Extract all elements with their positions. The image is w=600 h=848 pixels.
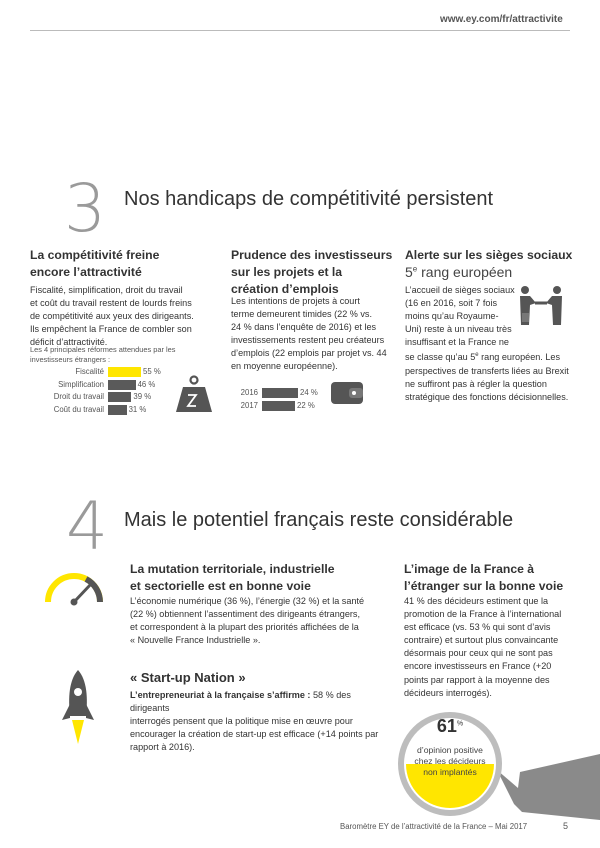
gauge-icon (42, 566, 106, 606)
competitivite-body (30, 284, 230, 349)
body-line: investissements restent peu créateurs (231, 335, 385, 346)
rank-text: rang européen (417, 264, 513, 280)
bar-value-label: 46 % (137, 379, 156, 389)
body-line: Les intentions de projets à court (231, 296, 360, 306)
body-line: points par rapport à la moyenne des (404, 674, 550, 685)
body-line: désormais pour ceux qui ne sont pas (404, 648, 553, 659)
header-rule (30, 30, 570, 31)
competitivite-heading (30, 247, 159, 281)
body-line: interrogés pensent que la politique mise en œuvre pour (130, 716, 353, 727)
body-line: Fiscalité, simplification, droit du travail (30, 285, 183, 295)
body-line: (16 en 2016, soit 7 fois (405, 298, 498, 309)
bar-label: Droit du travail (53, 392, 104, 401)
badge-label-line: d’opinion positive (417, 745, 483, 755)
badge-number: 61 (436, 716, 457, 736)
body-line: est efficace (vs. 53 % qui sont d’avis (404, 622, 551, 633)
projets-bar-chart (230, 387, 340, 412)
body-line: encourager la création de start-up est efficace (+14 points par (130, 729, 379, 740)
badge-label-line: non implantés (423, 767, 477, 777)
body-fragment: 58 % des dirigeants (130, 690, 351, 714)
body-line: Uni) reste à un niveau très (405, 324, 512, 335)
bar-label: Fiscalité (75, 367, 104, 376)
body-line: L’économie numérique (36 %), l’énergie (32 %) et la santé (130, 596, 365, 606)
body-line: 24 % dans l’enquête de 2016) et les (231, 322, 377, 333)
image-body (404, 595, 574, 700)
body-line: décideurs interrogés). (404, 687, 492, 698)
section-3-number: 3 (64, 170, 106, 247)
body-line: ne suffiront pas à régler la question (405, 378, 547, 389)
rocket-icon (60, 668, 96, 746)
body-line: de compétitivité aux yeux des dirigeants. (30, 311, 194, 322)
sieges-subheading (405, 264, 512, 280)
section-4-number: 4 (66, 488, 108, 565)
page-number: 5 (563, 821, 569, 831)
body-line: L’accueil de sièges sociaux (405, 285, 515, 295)
bar (108, 392, 131, 402)
caption-line: Les 4 principales réformes attendues par les (30, 345, 176, 354)
body-line: et correspondent à la plupart des priorités affichées de la (130, 622, 359, 633)
bar-label: Coût du travail (53, 404, 104, 414)
handshake-icon (516, 285, 566, 327)
body-line: promotion de la France à l’international (404, 609, 562, 620)
bar-row (230, 400, 340, 412)
competitivite-heading-line: La compétitivité freine (30, 248, 160, 262)
body-line (130, 689, 385, 715)
body-line: contraire) et surtout plus convaincante (404, 635, 559, 646)
body-line: encore investisseurs en France (+20 (404, 661, 552, 672)
bar-value-label: 22 % (297, 400, 315, 410)
body-line: stratégique des fonctions décisionnelles. (405, 391, 569, 402)
bar-value-label: 39 % (133, 392, 152, 401)
prudence-heading-line: Prudence des investisseurs (231, 248, 393, 262)
rank-suffix: e (475, 352, 479, 359)
section-4-title: Mais le potentiel français reste considérable (124, 509, 514, 531)
rank-number: 5 (405, 264, 413, 280)
body-line: rapport à 2016). (130, 742, 195, 753)
bar-value-label: 24 % (300, 388, 318, 397)
body-line: terme demeurent timides (22 % vs. (231, 309, 373, 320)
body-line: « Nouvelle France Industrielle ». (130, 635, 261, 646)
weight-icon (174, 374, 214, 414)
body-fragment: rang européen. Les (478, 352, 561, 363)
header-url[interactable]: www.ey.com/fr/attractivite (440, 14, 563, 25)
prudence-heading-line: sur les projets et la (231, 265, 343, 279)
startup-lead: L’entrepreneuriat à la française s’affirme : (130, 690, 311, 700)
mutation-heading-line: et sectorielle est en bonne voie (130, 579, 311, 593)
body-line: (22 %) obtiennent l’assentiment des dirigeants étrangers, (130, 609, 360, 620)
body-line (405, 349, 585, 364)
image-heading-line: l’étranger sur la bonne voie (404, 579, 564, 593)
startup-title: « Start-up Nation » (130, 670, 246, 685)
bar-row (230, 387, 340, 399)
bar (262, 401, 295, 411)
prudence-heading (231, 247, 392, 298)
bar-label: 2017 (240, 400, 258, 410)
body-line: et coût du travail restent de lourds freins (30, 298, 192, 309)
caption-line: investisseurs étrangers : (30, 355, 111, 364)
bar (108, 380, 136, 390)
body-line: moins qu’au Royaume- (405, 311, 499, 322)
image-heading-line: L’image de la France à (404, 562, 535, 576)
body-line: perspectives de transferts liées au Brexit (405, 365, 569, 376)
mutation-body (130, 595, 380, 647)
sieges-heading: Alerte sur les sièges sociaux (405, 248, 573, 262)
body-line: insuffisant et la France ne (405, 337, 509, 348)
bar-label: Simplification (58, 379, 104, 389)
bar-label: 2016 (240, 388, 258, 397)
bar (108, 367, 141, 377)
footer-text: Baromètre EY de l’attractivité de la France – Mai 2017 (340, 822, 528, 831)
bar-value-label: 31 % (128, 404, 147, 414)
competitivite-heading-line: encore l’attractivité (30, 265, 142, 279)
bar (262, 388, 298, 398)
rank-suffix: e (412, 264, 418, 274)
startup-body (130, 689, 385, 754)
image-heading (404, 561, 563, 595)
mutation-heading-line: La mutation territoriale, industrielle (130, 562, 335, 576)
body-line: d’emplois (22 emplois par projet vs. 44 (231, 348, 387, 359)
bar (108, 405, 127, 415)
badge-value (405, 716, 495, 737)
mutation-heading (130, 561, 335, 595)
section-3-title: Nos handicaps de compétitivité persistent (124, 188, 494, 210)
body-line: 41 % des décideurs estiment que la (404, 596, 549, 606)
body-line: en moyenne européenne). (231, 361, 338, 372)
prudence-body (231, 295, 401, 374)
badge-label (405, 745, 495, 778)
badge-label-line: chez les décideurs (414, 756, 486, 766)
bar-value-label: 55 % (143, 367, 161, 376)
body-line: Ils empêchent la France de combler son (30, 324, 192, 335)
body-fragment: se classe qu’au 5 (405, 352, 476, 363)
badge-unit: % (456, 720, 464, 728)
body-line: déficit d’attractivité. (30, 337, 108, 348)
wallet-icon (330, 381, 364, 405)
reformes-chart-caption (30, 345, 175, 365)
prudence-heading-line: création d’emplois (231, 282, 339, 296)
